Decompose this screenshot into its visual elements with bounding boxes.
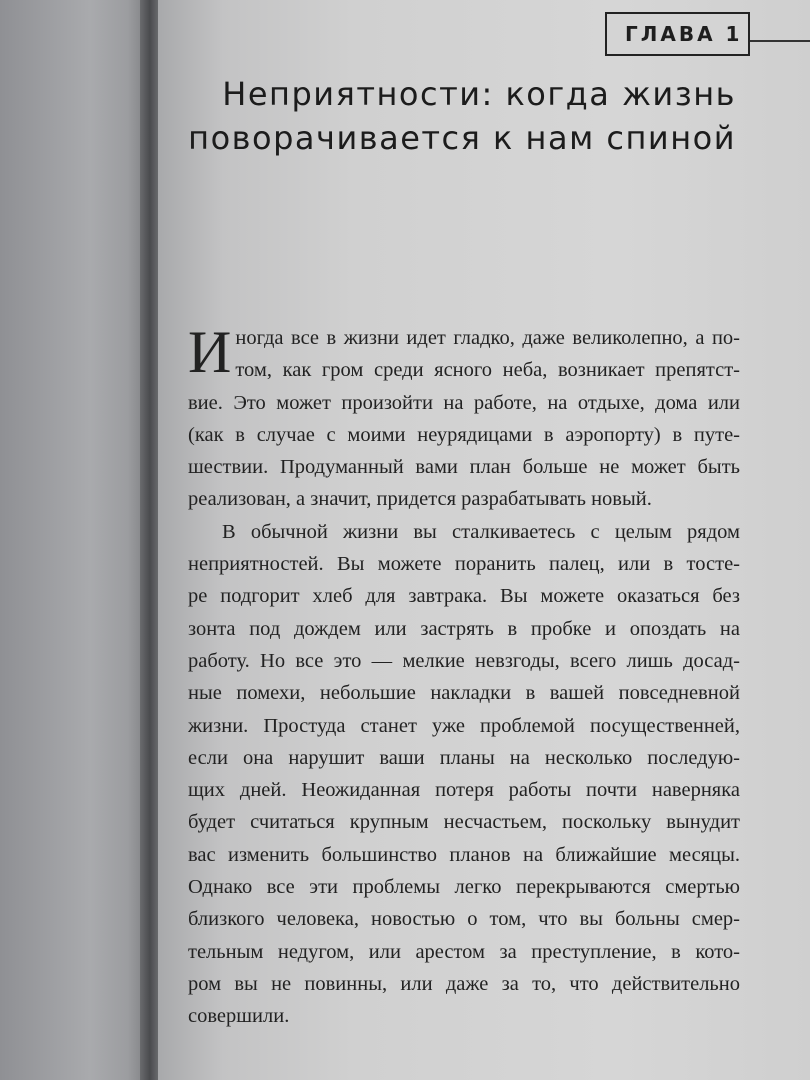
paragraph-line: ные помехи, небольшие накладки в вашей повседневной <box>188 682 740 705</box>
paragraph-line: Однако все эти проблемы легко перекрываются смертью <box>188 876 740 899</box>
paragraph-line: тельным недугом, или арестом за преступление, в кото- <box>188 940 740 963</box>
paragraph-line: ре подгорит хлеб для завтрака. Вы можете оказаться без <box>188 585 740 608</box>
chapter-label <box>605 12 750 56</box>
paragraph-line: близкого человека, новостью о том, что вы больны смер- <box>188 908 740 931</box>
paragraph-line: ногда все в жизни идет гладко, даже великолепно, а по- <box>235 327 740 349</box>
paragraph-line: совершили. <box>188 1005 290 1028</box>
paragraph-line: шествии. Продуманный вами план больше не может быть <box>188 456 740 479</box>
paragraph-line: (как в случае с моими неурядицами в аэропорту) в путе- <box>188 423 740 446</box>
chapter-title-line-2: поворачивается к нам спиной <box>188 119 736 157</box>
drop-cap: И <box>188 319 232 385</box>
paragraph-line: если она нарушит ваши планы на несколько последую- <box>188 746 740 769</box>
paragraph-line: реализован, а значит, придется разрабатывать новый. <box>188 488 652 511</box>
paragraph-line: вие. Это может произойти на работе, на отдыхе, дома или <box>188 391 740 414</box>
paragraph-line: будет считаться крупным несчастьем, поскольку вынудит <box>188 811 740 834</box>
paragraph-line: В обычной жизни вы сталкиваетесь с целым рядом <box>222 520 740 543</box>
paragraph-line: щих дней. Неожиданная потеря работы почти наверняка <box>188 779 740 802</box>
left-page <box>0 0 150 1080</box>
chapter-title-line-1: Неприятности: когда жизнь <box>222 75 736 113</box>
paragraph-1 <box>188 319 740 516</box>
chapter-rule <box>750 40 810 42</box>
paragraph-line: ром вы не повинны, или даже за то, что действительно <box>188 972 740 995</box>
paragraph-line: неприятностей. Вы можете поранить палец, или в тосте- <box>188 553 740 576</box>
body-text <box>188 319 740 1033</box>
paragraph-2 <box>188 516 740 1033</box>
paragraph-line: зонта под дождем или застрять в пробке и опоздать на <box>188 617 740 640</box>
chapter-title <box>180 72 736 160</box>
paragraph-line: вас изменить большинство планов на ближайшие месяцы. <box>188 843 740 866</box>
paragraph-line: жизни. Простуда станет уже проблемой посущественней, <box>188 714 740 737</box>
chapter-label-text: ГЛАВА 1 <box>625 22 743 46</box>
paragraph-line: работу. Но все это — мелкие невзгоды, всего лишь досад- <box>188 649 740 672</box>
paragraph-line: том, как гром среди ясного неба, возникает препятст- <box>235 359 740 382</box>
